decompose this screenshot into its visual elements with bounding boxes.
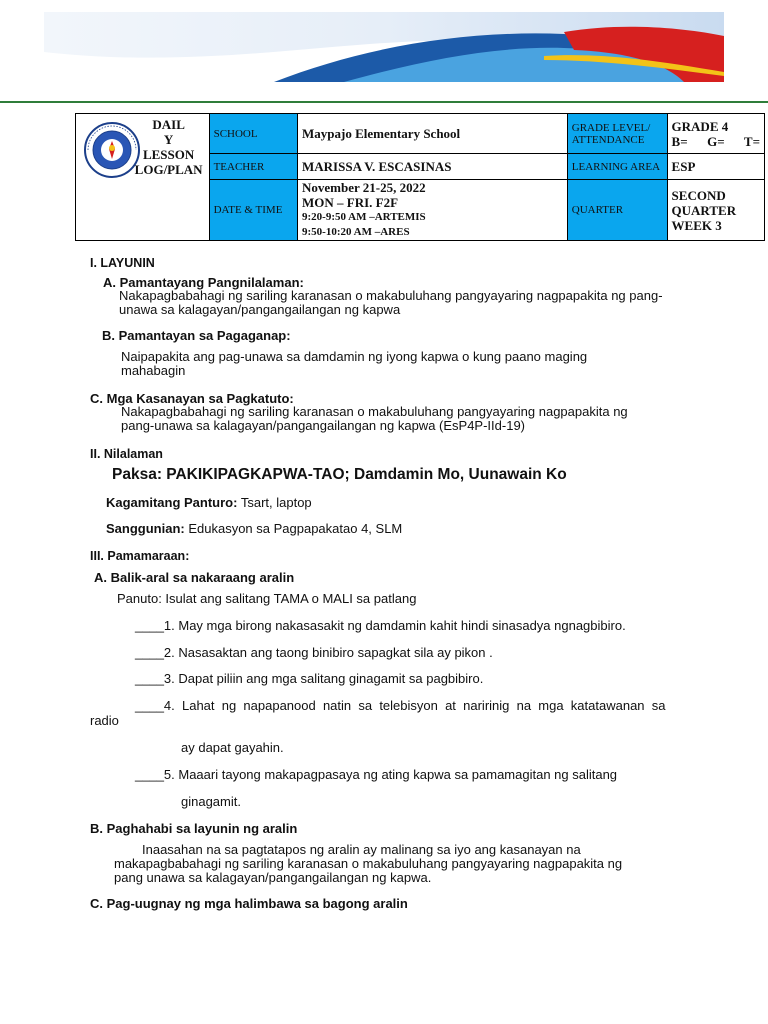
teacher-label: TEACHER [209,154,297,180]
quarter-value [667,180,764,241]
learning-area-value: ESP [667,154,764,180]
heading-paghahabi: B. Paghahabi sa layunin ng aralin [90,821,298,836]
week-text: WEEK 3 [671,217,722,233]
header-banner [44,12,724,82]
dll-title-line: Y [163,132,174,147]
heading-pag-uugnay: C. Pag-uugnay ng mga halimbawa sa bagong aralin [90,896,408,911]
grade-level-label: GRADE LEVEL/ ATTENDANCE [567,114,667,154]
date-time-label: DATE & TIME [209,180,297,241]
paragraph-text: Naipapakita ang pag-unawa sa damdamin ng iyong kapwa o kung paano maging [121,349,588,364]
lesson-info-table [75,113,765,241]
quiz-item: ____4. Lahat ng napapanood natin sa telebisyon at naririnig na mga katatawanan sa [135,698,666,713]
paksa-text: Paksa: PAKIKIPAGKAPWA-TAO; Damdamin Mo, Uunawain Ko [112,466,567,483]
paragraph-text: unawa sa kalagayan/pangangailangan ng kapwa [119,302,401,317]
section-layunin: I. LAYUNIN [90,256,155,270]
quiz-item: ____3. Dapat piliin ang mga salitang ginagamit sa pagbibiro. [135,671,484,686]
grade-value [667,114,764,154]
paragraph-text: pang unawa sa kalagayan/pangangailangan ng kapwa. [114,870,432,885]
quarter-label: QUARTER [567,180,667,241]
sanggunian-value: Edukasyon sa Pagpapakatao 4, SLM [184,521,403,536]
date-text: November 21-25, 2022 [302,180,426,195]
section-pamamaraan: III. Pamamaraan: [90,549,190,563]
quiz-item: ____1. May mga birong nakasasakit ng damdamin kahit hindi sinasadya ngnagbibiro. [135,618,626,633]
quiz-item-continued: ay dapat gayahin. [181,740,284,755]
teacher-value: MARISSA V. ESCASINAS [298,154,568,180]
paragraph-text: Nakapagbabahagi ng sariling karanasan o makabuluhang pangyayaring nagpapakita ng [121,404,628,419]
quiz-item-continued: ginagamit. [181,794,241,809]
school-value: Maypajo Elementary School [298,114,568,154]
paragraph-text: Nakapagbabahagi ng sariling karanasan o makabuluhang pangyayaring nagpapakita ng pang- [119,288,663,303]
quiz-item: ____5. Maaari tayong makapagpasaya ng ating kapwa sa pamamagitan ng salitang [135,767,618,782]
days-text: MON – FRI. F2F [302,195,399,210]
paragraph-text: Inaasahan na sa pagtatapos ng aralin ay malinang sa iyo ang kasanayan na [142,842,581,857]
time-slot: 9:50-10:20 AM –ARES [302,226,410,238]
grade-text: GRADE 4 [671,118,729,134]
dll-title [135,117,203,177]
date-time-value [298,180,568,241]
heading-balik-aral: A. Balik-aral sa nakaraang aralin [94,570,295,585]
quiz-item: ____2. Nasasaktan ang taong binibiro sapagkat sila ay pikon . [135,645,493,660]
sanggunian-line [106,522,402,536]
quarter-text: SECOND QUARTER [671,187,737,218]
kagamitan-line [106,496,312,510]
heading-pamantayang-pangnilalaman: A. Pamantayang Pangnilalaman: [103,275,304,290]
learning-area-label: LEARNING AREA [567,154,667,180]
dll-title-line: LESSON [142,147,195,162]
paragraph-text: makapagbabahagi ng sariling karanasan o makabuluhang pangyayaring nagpapakita ng [114,856,623,871]
kagamitan-label: Kagamitang Panturo: [106,495,238,510]
quiz-item-continued: radio [90,713,119,728]
kagamitan-value: Tsart, laptop [237,495,312,510]
attendance-text: B= G= T= [671,133,760,149]
paragraph-text: pang-unawa sa kalagayan/pangangailangan ng kapwa (EsP4P-IId-19) [121,418,526,433]
paragraph-text: mahabagin [121,363,186,378]
school-label: SCHOOL [209,114,297,154]
time-slot: 9:20-9:50 AM –ARTEMIS [302,211,426,223]
dll-title-line: DAIL [152,117,185,132]
deped-seal-icon [84,122,140,178]
dll-title-line: LOG/PLAN [134,162,203,177]
sanggunian-label: Sanggunian: [106,521,185,536]
panuto-text: Panuto: Isulat ang salitang TAMA o MALI sa patlang [117,591,417,606]
header-divider [0,101,768,103]
section-nilalaman: II. Nilalaman [90,447,163,461]
heading-pamantayan-pagaganap: B. Pamantayan sa Pagaganap: [102,328,291,343]
heading-kasanayan: C. Mga Kasanayan sa Pagkatuto: [90,391,294,406]
logo-title-cell [76,114,210,241]
